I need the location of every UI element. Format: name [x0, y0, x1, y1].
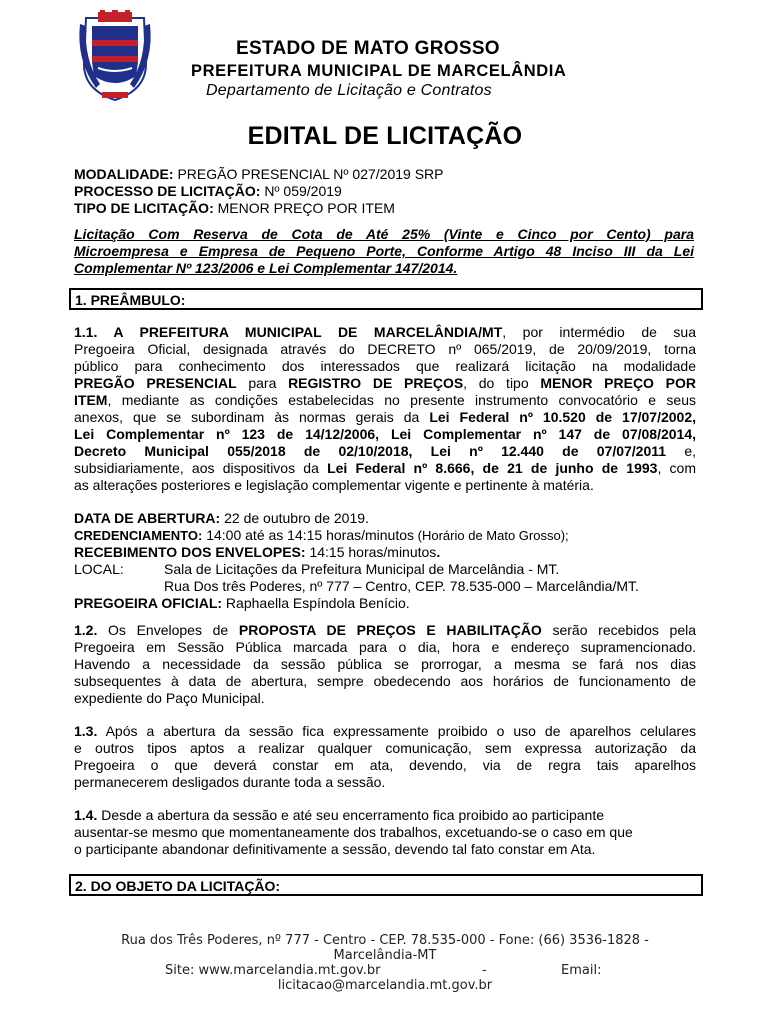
paragraph-1-1: [74, 324, 696, 494]
info-abertura: DATA DE ABERTURA: 22 de outubro de 2019.: [74, 510, 369, 526]
paragraph-line: Lei Complementar nº 123 de 14/12/2006, Lei Complementar nº 147 de 07/08/2014,: [74, 426, 696, 442]
footer-email-label: Email:: [561, 963, 602, 978]
paragraph-line: expediente do Paço Municipal.: [74, 690, 265, 706]
document-title: EDITAL DE LICITAÇÃO: [247, 122, 523, 150]
paragraph-1-2: [74, 622, 696, 707]
paragraph-line: ITEM, mediante as condições estabelecidas no presente instrumento convocatório e seus: [74, 392, 696, 408]
meta-value: MENOR PREÇO POR ITEM: [217, 200, 395, 216]
quota-notice: [74, 226, 694, 277]
paragraph-line: o participante abandonar definitivamente a sessão, devendo tal fato constar em Ata.: [74, 841, 596, 857]
paragraph-line: Pregoeira Oficial, designada através do DECRETO nº 065/2019, de 20/09/2019, torna: [74, 341, 696, 357]
meta-processo: [74, 183, 342, 199]
section-title: 2. DO OBJETO DA LICITAÇÃO:: [75, 878, 281, 894]
paragraph-line: as alterações posteriores e legislação complementar vigente e pertinente à matéria.: [74, 477, 594, 493]
paragraph-line: permanecerem desligados durante toda a sessão.: [74, 774, 386, 790]
header-department: Departamento de Licitação e Contratos: [206, 82, 492, 99]
header-state: ESTADO DE MATO GROSSO: [236, 38, 500, 59]
meta-value: PREGÃO PRESENCIAL Nº 027/2019 SRP: [177, 166, 444, 182]
paragraph-line: e outros tipos aptos a realizar qualquer comunicação, sem expressa autorização da: [74, 740, 696, 756]
meta-label: TIPO DE LICITAÇÃO:: [74, 200, 214, 216]
info-recebimento: RECEBIMENTO DOS ENVELOPES: 14:15 horas/minutos.: [74, 544, 441, 560]
info-local-line2: Rua Dos três Poderes, nº 777 – Centro, CEP. 78.535-000 – Marcelândia/MT.: [164, 578, 639, 594]
info-local-label: LOCAL:: [74, 561, 124, 577]
footer-site-link[interactable]: Site: www.marcelandia.mt.gov.br: [165, 963, 381, 978]
notice-line: Licitação Com Reserva de Cota de Até 25% (Vinte e Cinco por Cento) para: [74, 226, 694, 242]
paragraph-line: PREGÃO PRESENCIAL para REGISTRO DE PREÇOS, do tipo MENOR PREÇO POR: [74, 375, 696, 391]
section-title: 1. PREÂMBULO:: [75, 292, 186, 308]
footer-city: Marcelândia-MT: [333, 948, 437, 963]
meta-label: MODALIDADE:: [74, 166, 174, 182]
paragraph-line: subsidiariamente, aos dispositivos da Lei Federal nº 8.666, de 21 de junho de 1993, com: [74, 460, 697, 476]
meta-tipo: [74, 200, 395, 216]
paragraph-line: 1.1. A PREFEITURA MUNICIPAL DE MARCELÂNDIA/MT, por intermédio de sua: [74, 324, 696, 340]
paragraph-line: ausentar-se mesmo que momentaneamente dos trabalhos, excetuando-se o caso em que: [74, 824, 633, 840]
paragraph-line: público para conhecimento dos interessados que realizará licitação na modalidade: [74, 358, 696, 374]
paragraph-line: Decreto Municipal 055/2018 de 02/10/2018, Lei nº 12.440 de 07/07/2011 e,: [74, 443, 696, 459]
paragraph-1-3: [74, 723, 696, 791]
paragraph-line: subsequentes à data de abertura, sempre obedecendo aos horários de funcionamento de: [74, 673, 696, 689]
paragraph-line: anexos, que se subordinam às normas gerais da Lei Federal nº 10.520 de 17/07/2002,: [74, 409, 696, 425]
info-pregoeira: PREGOEIRA OFICIAL: Raphaella Espíndola Benício.: [74, 595, 410, 611]
municipal-crest-logo: [76, 10, 154, 102]
footer-email-link[interactable]: licitacao@marcelandia.mt.gov.br: [277, 978, 493, 993]
paragraph-line: Pregoeira o que deverá constar em ata, devendo, via de regra tais aparelhos: [74, 757, 696, 773]
paragraph-line: 1.4. Desde a abertura da sessão e até seu encerramento fica proibido ao participante: [74, 807, 605, 823]
notice-line: Complementar Nº 123/2006 e Lei Complementar 147/2014.: [74, 260, 458, 276]
paragraph-line: 1.3. Após a abertura da sessão fica expressamente proibido o uso de aparelhos celulares: [74, 723, 696, 739]
meta-modalidade: [74, 166, 443, 182]
info-local-line1: Sala de Licitações da Prefeitura Municipal de Marcelândia - MT.: [164, 561, 560, 577]
footer-address: Rua dos Três Poderes, nº 777 - Centro - CEP. 78.535-000 - Fone: (66) 3536-1828 -: [121, 933, 649, 948]
meta-value: Nº 059/2019: [264, 183, 342, 199]
section-heading-objeto: [69, 874, 703, 896]
paragraph-line: Havendo a necessidade da sessão pública se prorrogar, a mesma se fará nos dias: [74, 656, 696, 672]
notice-line: Microempresa e Empresa de Pequeno Porte, Conforme Artigo 48 Inciso III da Lei: [74, 243, 694, 259]
meta-label: PROCESSO DE LICITAÇÃO:: [74, 183, 261, 199]
footer-separator: -: [482, 963, 487, 978]
section-heading-preambulo: [69, 288, 703, 310]
paragraph-line: Pregoeira em Sessão Pública marcada para o dia, hora e endereço supramencionado.: [74, 639, 696, 655]
header-prefecture: PREFEITURA MUNICIPAL DE MARCELÂNDIA: [191, 62, 567, 80]
paragraph-1-4: [74, 807, 696, 858]
info-credenciamento: CREDENCIAMENTO: 14:00 até as 14:15 horas/minutos (Horário de Mato Grosso);: [74, 527, 569, 543]
paragraph-line: 1.2. Os Envelopes de PROPOSTA DE PREÇOS E HABILITAÇÃO serão recebidos pela: [74, 622, 697, 638]
